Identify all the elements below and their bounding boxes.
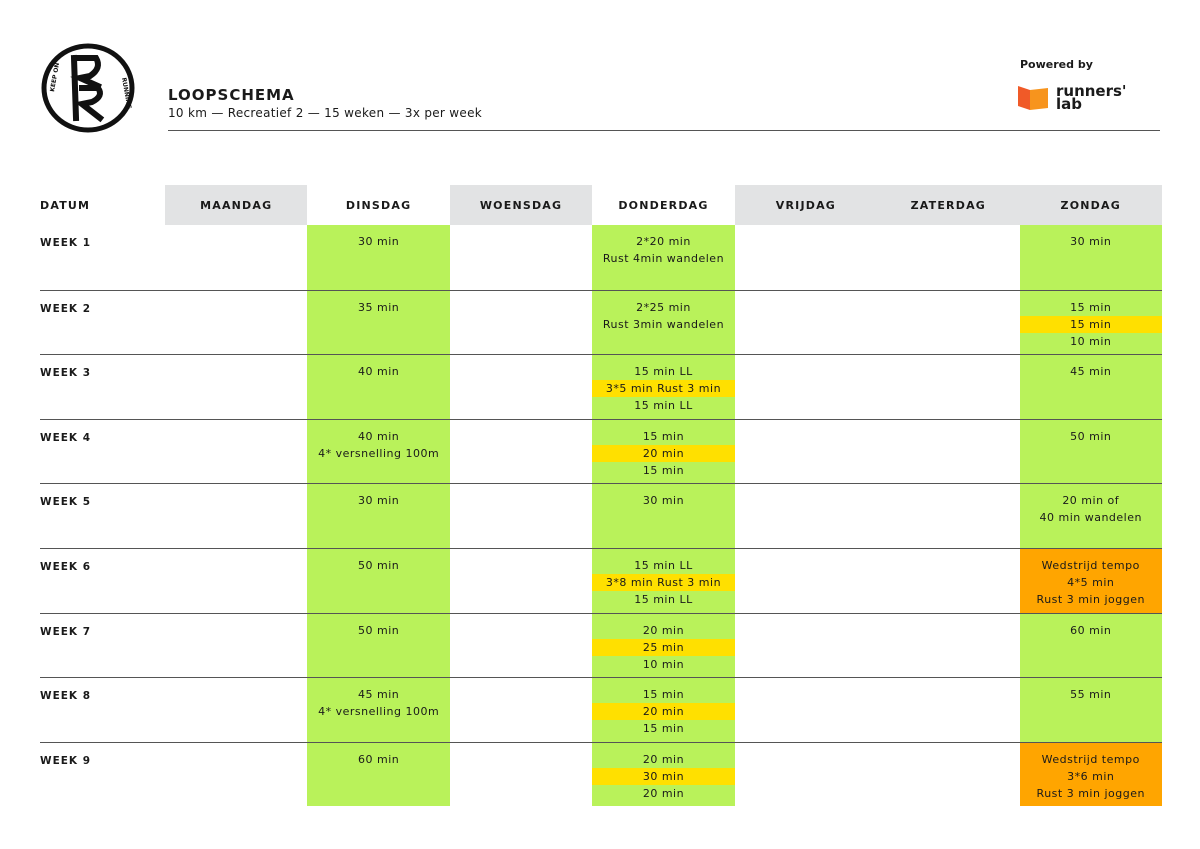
- highlighted-interval: 30 min: [592, 768, 734, 785]
- cell-donderdag: [592, 225, 734, 290]
- cell-zondag: [1020, 743, 1162, 807]
- workout-line: 4*5 min: [1067, 575, 1115, 589]
- cell-zondag: [1020, 420, 1162, 484]
- cell-vrijdag: [735, 225, 877, 290]
- cell-woensdag: [450, 291, 592, 355]
- workout-line: 50 min: [358, 558, 400, 572]
- cell-dinsdag: [307, 743, 449, 807]
- workout-line: 20 min: [642, 623, 685, 637]
- col-header-donderdag: DONDERDAG: [618, 198, 709, 212]
- week-label: WEEK 1: [40, 237, 92, 249]
- workout-line: 15 min: [1070, 300, 1112, 314]
- workout-line: 30 min: [1070, 235, 1112, 248]
- table-row: [40, 225, 1162, 290]
- cell-zaterdag: [877, 484, 1019, 548]
- cell-donderdag: [592, 484, 734, 548]
- workout-line: 15 min LL: [634, 558, 693, 572]
- cell-zaterdag: [877, 420, 1019, 484]
- table-header-row: [40, 185, 1162, 225]
- workout-line: 45 min: [1070, 365, 1112, 379]
- cell-donderdag: [592, 355, 734, 419]
- cell-dinsdag: [307, 291, 449, 355]
- workout-line: 10 min: [642, 657, 685, 671]
- table-row: [40, 354, 1162, 419]
- workout-line: 60 min: [358, 752, 400, 766]
- cell-maandag: [165, 420, 307, 484]
- cell-vrijdag: [735, 420, 877, 484]
- cell-zaterdag: [877, 291, 1019, 355]
- cell-zondag: [1020, 549, 1162, 613]
- workout-line: 40 min: [358, 365, 400, 379]
- training-schedule-table: [40, 185, 1162, 806]
- week-label: WEEK 6: [40, 560, 92, 573]
- cell-vrijdag: [735, 291, 877, 355]
- cell-zondag: [1020, 484, 1162, 548]
- workout-line: 4* versnelling 100m: [318, 446, 440, 460]
- col-header-maandag: MAANDAG: [165, 185, 307, 225]
- col-header-dinsdag: DINSDAG: [345, 198, 412, 212]
- workout-line: 30 min: [642, 494, 685, 508]
- workout-line: 15 min LL: [634, 399, 693, 413]
- cell-zondag: [1020, 355, 1162, 419]
- svg-text:RUNNING: RUNNING: [120, 77, 133, 110]
- cell-woensdag: [450, 355, 592, 419]
- week-label: WEEK 9: [40, 754, 92, 767]
- cell-donderdag: [592, 678, 734, 742]
- powered-by-label: Powered by: [1020, 58, 1093, 71]
- workout-line: 20 min: [642, 786, 685, 800]
- week-label: WEEK 7: [40, 625, 92, 638]
- cell-vrijdag: [735, 355, 877, 419]
- page-subtitle: 10 km — Recreatief 2 — 15 weken — 3x per week: [168, 106, 483, 120]
- cell-zaterdag: [877, 678, 1019, 742]
- week-label: WEEK 4: [40, 431, 92, 444]
- week-label: WEEK 5: [40, 496, 92, 509]
- svg-text:KEEP ON: KEEP ON: [49, 62, 62, 93]
- workout-line: 60 min: [1070, 623, 1112, 637]
- cell-dinsdag: [307, 225, 449, 290]
- keep-on-running-logo: [40, 42, 136, 134]
- cell-dinsdag: [307, 614, 449, 678]
- week-label: WEEK 8: [40, 690, 92, 703]
- workout-line: 15 min LL: [634, 365, 693, 379]
- brand-line-1: runners': [1056, 82, 1127, 100]
- cell-zaterdag: [877, 225, 1019, 290]
- cell-vrijdag: [735, 743, 877, 807]
- cell-maandag: [165, 484, 307, 548]
- cell-woensdag: [450, 549, 592, 613]
- cell-dinsdag: [307, 484, 449, 548]
- cell-vrijdag: [735, 614, 877, 678]
- runners-lab-icon: [1018, 84, 1050, 112]
- workout-line: 20 min: [642, 752, 685, 766]
- workout-line: 15 min: [642, 688, 685, 702]
- cell-maandag: [165, 614, 307, 678]
- col-header-datum: DATUM: [40, 198, 91, 212]
- workout-line: 4* versnelling 100m: [318, 705, 440, 719]
- cell-donderdag: [592, 291, 734, 355]
- table-row: [40, 613, 1162, 678]
- cell-maandag: [165, 291, 307, 355]
- cell-zondag: [1020, 614, 1162, 678]
- cell-zaterdag: [877, 743, 1019, 807]
- table-row: [40, 677, 1162, 742]
- cell-vrijdag: [735, 678, 877, 742]
- runners-lab-logo: [1018, 84, 1127, 112]
- highlighted-interval: 3*8 min Rust 3 min: [592, 574, 734, 591]
- highlighted-interval: 20 min: [592, 445, 734, 462]
- workout-line: 15 min: [642, 463, 685, 477]
- cell-maandag: [165, 225, 307, 290]
- workout-line: 15 min: [642, 722, 685, 736]
- col-header-woensdag: WOENSDAG: [450, 185, 592, 225]
- cell-zondag: [1020, 678, 1162, 742]
- table-row: [40, 483, 1162, 548]
- cell-dinsdag: [307, 678, 449, 742]
- cell-zondag: [1020, 291, 1162, 355]
- cell-zondag: [1020, 225, 1162, 290]
- week-label: WEEK 3: [40, 367, 92, 380]
- workout-line: 50 min: [358, 623, 400, 637]
- cell-woensdag: [450, 225, 592, 290]
- cell-dinsdag: [307, 420, 449, 484]
- cell-donderdag: [592, 743, 734, 807]
- cell-vrijdag: [735, 549, 877, 613]
- workout-line: Wedstrijd tempo: [1041, 752, 1140, 766]
- highlighted-interval: 25 min: [592, 639, 734, 656]
- cell-maandag: [165, 549, 307, 613]
- workout-line: 15 min: [642, 429, 685, 443]
- cell-dinsdag: [307, 355, 449, 419]
- col-header-zaterdag: ZATERDAG: [877, 185, 1019, 225]
- table-row: [40, 548, 1162, 613]
- workout-line: 2*25 min: [636, 300, 691, 314]
- cell-donderdag: [592, 614, 734, 678]
- col-header-vrijdag: VRIJDAG: [735, 185, 877, 225]
- workout-line: 40 min: [358, 429, 400, 443]
- cell-woensdag: [450, 743, 592, 807]
- workout-line: Rust 3min wandelen: [602, 317, 725, 331]
- cell-zaterdag: [877, 549, 1019, 613]
- highlighted-interval: 15 min: [1020, 316, 1162, 333]
- highlighted-interval: 3*5 min Rust 3 min: [592, 380, 734, 397]
- highlighted-interval: 20 min: [592, 703, 734, 720]
- workout-line: 30 min: [358, 494, 400, 508]
- workout-line: 30 min: [358, 235, 400, 248]
- table-row: [40, 419, 1162, 484]
- workout-line: 10 min: [1070, 334, 1112, 348]
- cell-maandag: [165, 678, 307, 742]
- week-label: WEEK 2: [40, 302, 92, 315]
- cell-dinsdag: [307, 549, 449, 613]
- table-row: [40, 742, 1162, 807]
- workout-line: Wedstrijd tempo: [1041, 558, 1140, 572]
- workout-line: 40 min wandelen: [1039, 511, 1142, 525]
- workout-line: 2*20 min: [636, 235, 691, 248]
- workout-line: 45 min: [358, 688, 400, 702]
- workout-line: Rust 3 min joggen: [1036, 592, 1145, 606]
- cell-maandag: [165, 355, 307, 419]
- cell-woensdag: [450, 484, 592, 548]
- table-row: [40, 290, 1162, 355]
- cell-woensdag: [450, 614, 592, 678]
- cell-maandag: [165, 743, 307, 807]
- cell-donderdag: [592, 420, 734, 484]
- workout-line: 35 min: [358, 300, 400, 314]
- page-title: LOOPSCHEMA: [168, 86, 295, 104]
- brand-line-2: lab: [1056, 95, 1083, 113]
- title-block: [168, 86, 482, 120]
- cell-vrijdag: [735, 484, 877, 548]
- workout-line: Rust 3 min joggen: [1036, 786, 1145, 800]
- table-body: [40, 225, 1162, 806]
- header-divider: [168, 130, 1160, 131]
- cell-zaterdag: [877, 614, 1019, 678]
- workout-line: 3*6 min: [1067, 769, 1115, 783]
- workout-line: 55 min: [1070, 688, 1112, 702]
- cell-zaterdag: [877, 355, 1019, 419]
- workout-line: 50 min: [1070, 429, 1112, 443]
- cell-woensdag: [450, 678, 592, 742]
- workout-line: Rust 4min wandelen: [602, 252, 725, 265]
- workout-line: 20 min of: [1062, 494, 1120, 508]
- cell-woensdag: [450, 420, 592, 484]
- col-header-zondag: ZONDAG: [1020, 185, 1162, 225]
- workout-line: 15 min LL: [634, 592, 693, 606]
- cell-donderdag: [592, 549, 734, 613]
